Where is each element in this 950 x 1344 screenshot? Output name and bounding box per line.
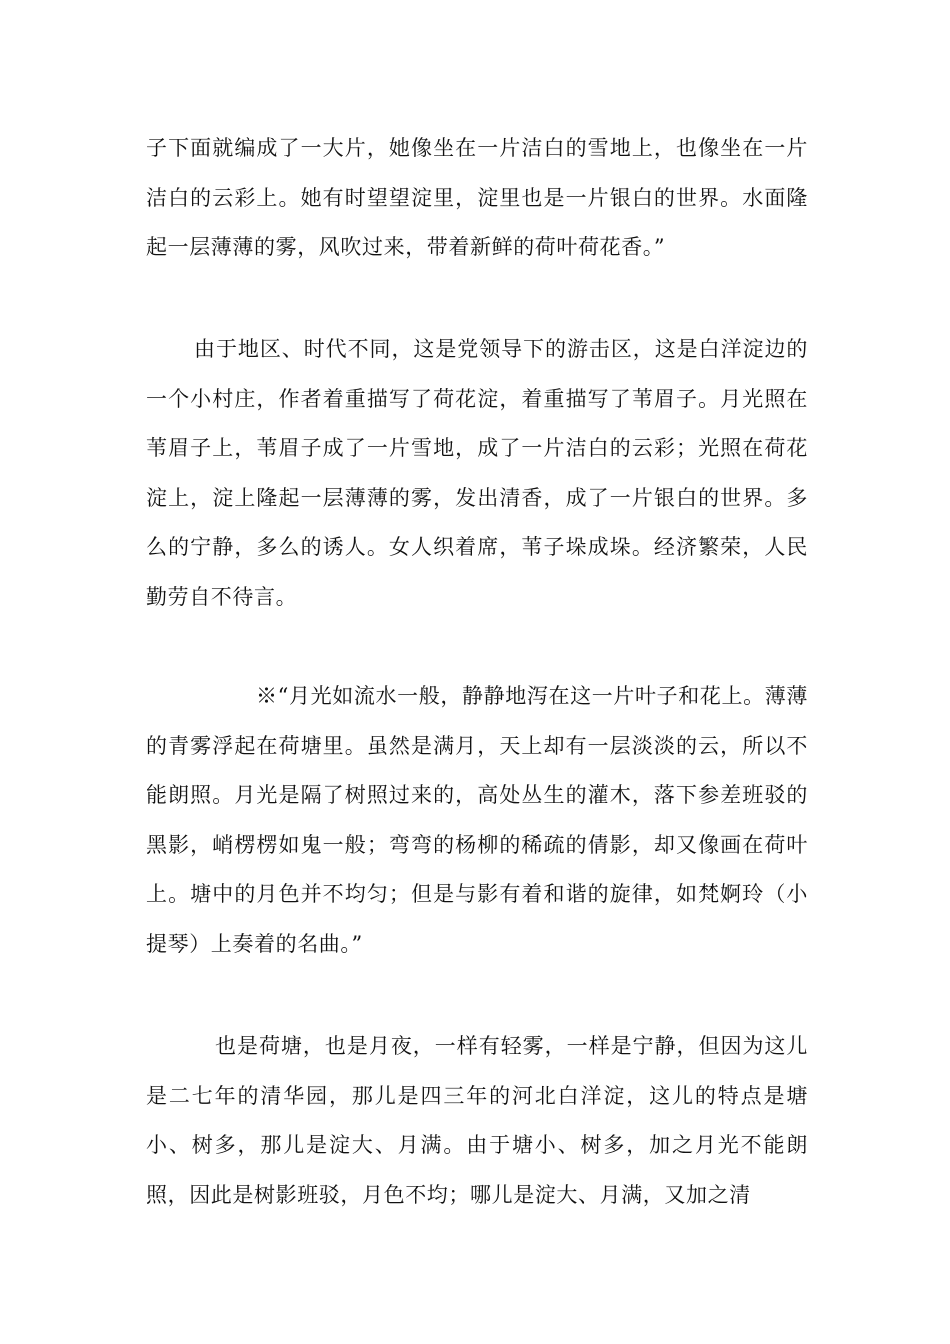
paragraph-3: ※“月光如流水一般，静静地泻在这一片叶子和花上。薄薄的青雾浮起在荷塘里。虽然是满月，天上却有一层淡淡的云，所以不能朗照。月光是隔了树照过来的，高处丛生的灌木，落下参差班驳的黑影，峭楞楞如鬼一般；弯弯的杨柳的稀疏的倩影，却又像画在荷叶上。塘中的月色并不均匀；但是与影有着和谐的旋律，如梵婀玲（小提琴）上奏着的名曲。” [146, 684, 808, 956]
paragraph-1: 子下面就编成了一大片，她像坐在一片洁白的雪地上，也像坐在一片洁白的云彩上。她有时望望淀里，淀里也是一片银白的世界。水面隆起一层薄薄的雾，风吹过来，带着新鲜的荷叶荷花香。” [146, 136, 808, 259]
paragraph-4: 也是荷塘，也是月夜，一样有轻雾，一样是宁静，但因为这儿是二七年的清华园，那儿是四三年的河北白洋淀，这儿的特点是塘小、树多，那儿是淀大、月满。由于塘小、树多，加之月光不能朗照，因此是树影班驳，月色不均；哪儿是淀大、月满，又加之清 [146, 1034, 808, 1207]
paragraph-2: 由于地区、时代不同，这是党领导下的游击区，这是白洋淀边的一个小村庄，作者着重描写了荷花淀，着重描写了苇眉子。月光照在苇眉子上，苇眉子成了一片雪地，成了一片洁白的云彩；光照在荷花淀上，淀上隆起一层薄薄的雾，发出清香，成了一片银白的世界。多么的宁静，多么的诱人。女人织着席，苇子垛成垛。经济繁荣，人民勤劳自不待言。 [146, 337, 808, 609]
